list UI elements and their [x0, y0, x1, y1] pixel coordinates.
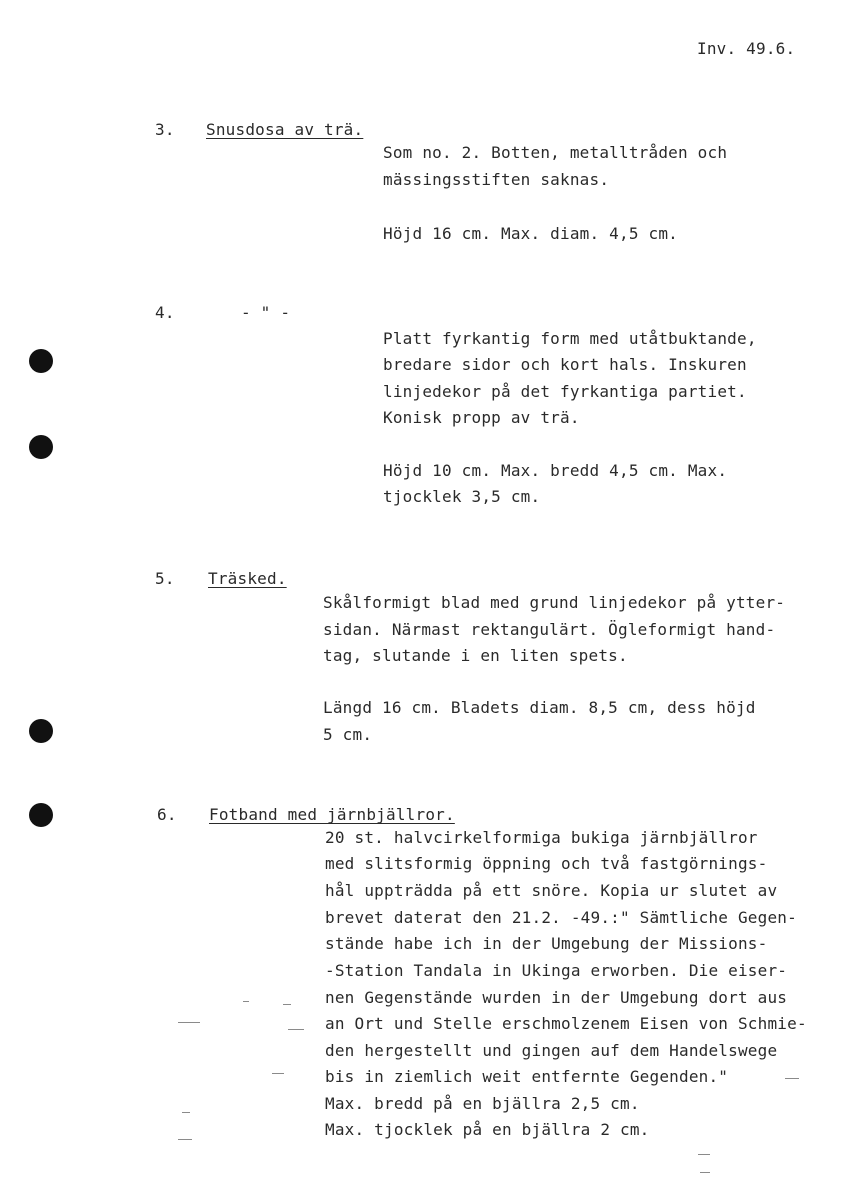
- entry-text-line: Längd 16 cm. Bladets diam. 8,5 cm, dess höjd: [323, 698, 756, 717]
- entry-text-line: tjocklek 3,5 cm.: [383, 487, 541, 506]
- scan-mark: [700, 1172, 710, 1173]
- entry-number: 4.: [155, 303, 175, 322]
- scan-mark: [698, 1154, 710, 1155]
- entry-text-line: stände habe ich in der Umgebung der Missions-: [325, 934, 768, 953]
- entry-text-line: -Station Tandala in Ukinga erworben. Die eiser-: [325, 961, 788, 980]
- entry-text-line: Konisk propp av trä.: [383, 408, 580, 427]
- scan-mark: [283, 1004, 291, 1005]
- scan-mark: [272, 1073, 284, 1074]
- entry-text-line: brevet daterat den 21.2. -49.:" Sämtliche Gegen-: [325, 908, 797, 927]
- entry-title: Fotband med järnbjällror.: [209, 805, 455, 824]
- scan-mark: [178, 1139, 192, 1140]
- entry-number: 6.: [157, 805, 177, 824]
- entry-text-line: Platt fyrkantig form med utåtbuktande,: [383, 329, 757, 348]
- scan-mark: [182, 1112, 190, 1113]
- entry-text-line: mässingsstiften saknas.: [383, 170, 610, 189]
- entry-text-line: 20 st. halvcirkelformiga bukiga järnbjällror: [325, 828, 758, 847]
- entry-text-line: Max. tjocklek på en bjällra 2 cm.: [325, 1120, 650, 1139]
- entry-text-line: linjedekor på det fyrkantiga partiet.: [383, 382, 747, 401]
- entry-text-line: den hergestellt und gingen auf dem Handelswege: [325, 1041, 778, 1060]
- entry-text-line: sidan. Närmast rektangulärt. Ögleformigt hand-: [323, 620, 776, 639]
- entry-text-line: Skålformigt blad med grund linjedekor på ytter-: [323, 593, 786, 612]
- entry-text-line: hål uppträdda på ett snöre. Kopia ur slutet av: [325, 881, 778, 900]
- entry-text-line: Höjd 10 cm. Max. bredd 4,5 cm. Max.: [383, 461, 728, 480]
- inventory-number: Inv. 49.6.: [697, 39, 796, 58]
- entry-text-line: bis in ziemlich weit entfernte Gegenden.": [325, 1067, 729, 1086]
- punch-hole: [29, 349, 53, 373]
- entry-title: Träsked.: [208, 569, 287, 588]
- entry-number: 3.: [155, 120, 175, 139]
- entry-title: Snusdosa av trä.: [206, 120, 364, 139]
- punch-hole: [29, 803, 53, 827]
- entry-text-line: Max. bredd på en bjällra 2,5 cm.: [325, 1094, 640, 1113]
- punch-hole: [29, 719, 53, 743]
- entry-text-line: Som no. 2. Botten, metalltråden och: [383, 143, 728, 162]
- scan-mark: [243, 1001, 249, 1002]
- entry-text-line: an Ort und Stelle erschmolzenem Eisen von Schmie-: [325, 1014, 807, 1033]
- entry-text-line: bredare sidor och kort hals. Inskuren: [383, 355, 747, 374]
- entry-title: - " -: [241, 303, 291, 322]
- scan-mark: [288, 1029, 304, 1030]
- entry-text-line: nen Gegenstände wurden in der Umgebung dort aus: [325, 988, 788, 1007]
- entry-text-line: tag, slutande i en liten spets.: [323, 646, 628, 665]
- entry-text-line: 5 cm.: [323, 725, 373, 744]
- entry-text-line: med slitsformig öppning och två fastgörnings-: [325, 854, 768, 873]
- entry-text-line: Höjd 16 cm. Max. diam. 4,5 cm.: [383, 224, 678, 243]
- scan-mark: [785, 1078, 799, 1079]
- punch-hole: [29, 435, 53, 459]
- entry-number: 5.: [155, 569, 175, 588]
- scan-mark: [178, 1022, 200, 1023]
